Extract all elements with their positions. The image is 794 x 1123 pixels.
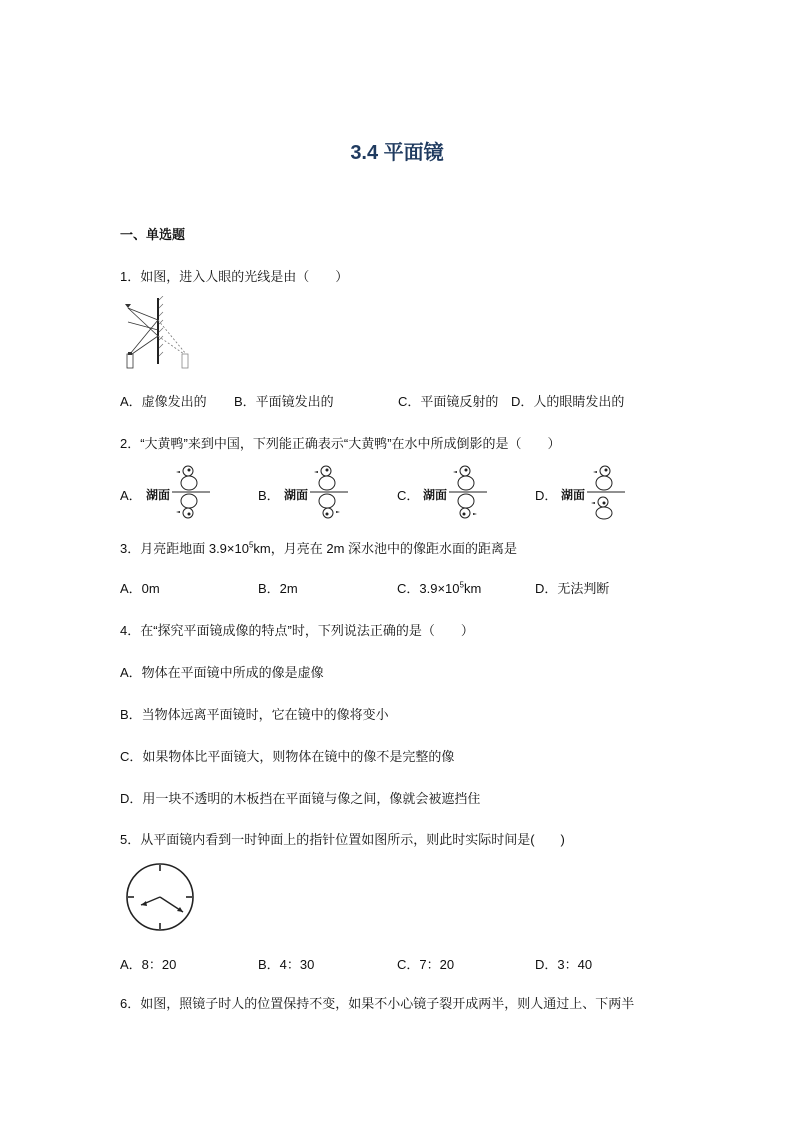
section-heading: 一、单选题 xyxy=(120,227,186,242)
question-2-option-a-letter[interactable]: A． xyxy=(120,488,142,503)
question-1-figure xyxy=(118,296,198,381)
question-2-option-b-letter[interactable]: B． xyxy=(258,488,280,503)
question-4-option-a[interactable]: A．物体在平面镜中所成的像是虚像 xyxy=(120,665,324,680)
question-4-stem: 4．在“探究平面镜成像的特点”时，下列说法正确的是（ ） xyxy=(120,623,474,638)
question-5-clock-figure xyxy=(125,862,197,939)
page-title: 3.4 平面镜 xyxy=(350,142,444,164)
question-4-option-c[interactable]: C．如果物体比平面镜大，则物体在镜中的像不是完整的像 xyxy=(120,749,455,764)
question-3-option-b[interactable]: B．2m xyxy=(258,581,298,596)
question-1-option-c[interactable]: C．平面镜反射的 xyxy=(398,394,499,409)
question-5-option-c[interactable]: C．7：20 xyxy=(397,957,455,972)
question-2-option-c-figure xyxy=(449,462,489,527)
question-3-option-c[interactable]: C．$3.9\times 10^5km$ xyxy=(397,580,482,596)
question-1-stem: 1．如图，进入人眼的光线是由（ ） xyxy=(120,269,349,284)
question-2-stem: 2．“大黄鸭”来到中国，下列能正确表示“大黄鸭”在水中所成倒影的是（ ） xyxy=(120,436,561,451)
question-5-stem: 5．从平面镜内看到一时钟面上的指针位置如图所示，则此时实际时间是( ) xyxy=(120,832,565,847)
question-6-stem: 6．如图，照镜子时人的位置保持不变，如果不小心镜子裂开成两半，则人通过上、下两半 xyxy=(120,996,635,1011)
question-2-option-c-letter[interactable]: C． xyxy=(397,488,420,503)
question-2-option-d-lake-label: 湖面 xyxy=(561,488,586,502)
question-2-option-a-lake-label: 湖面 xyxy=(146,488,171,502)
question-3-option-a[interactable]: A．0m xyxy=(120,581,160,596)
question-1-option-d[interactable]: D．人的眼睛发出的 xyxy=(511,394,625,409)
question-4-option-d[interactable]: D．用一块不透明的木板挡在平面镜与像之间，像就会被遮挡住 xyxy=(120,791,481,806)
question-1-option-a[interactable]: A．虚像发出的 xyxy=(120,394,207,409)
question-2-option-d-figure xyxy=(587,462,627,527)
question-2-option-d-letter[interactable]: D． xyxy=(535,488,558,503)
question-5-option-a[interactable]: A．8：20 xyxy=(120,957,177,972)
question-2-option-c-lake-label: 湖面 xyxy=(423,488,448,502)
question-5-option-b[interactable]: B．4：30 xyxy=(258,957,315,972)
question-2-option-b-figure xyxy=(310,462,350,527)
question-4-option-b[interactable]: B．当物体远离平面镜时，它在镜中的像将变小 xyxy=(120,707,389,722)
question-3-stem: 3．月亮距地面 $3.9\times 10^5km$，月亮在 2m 深水池中的像距水面的距离是 xyxy=(120,540,518,556)
question-5-option-d[interactable]: D．3：40 xyxy=(535,957,593,972)
question-1-option-b[interactable]: B．平面镜发出的 xyxy=(234,394,334,409)
question-3-option-d[interactable]: D．无法判断 xyxy=(535,581,610,596)
question-2-option-a-figure xyxy=(172,462,212,527)
question-2-option-b-lake-label: 湖面 xyxy=(284,488,309,502)
